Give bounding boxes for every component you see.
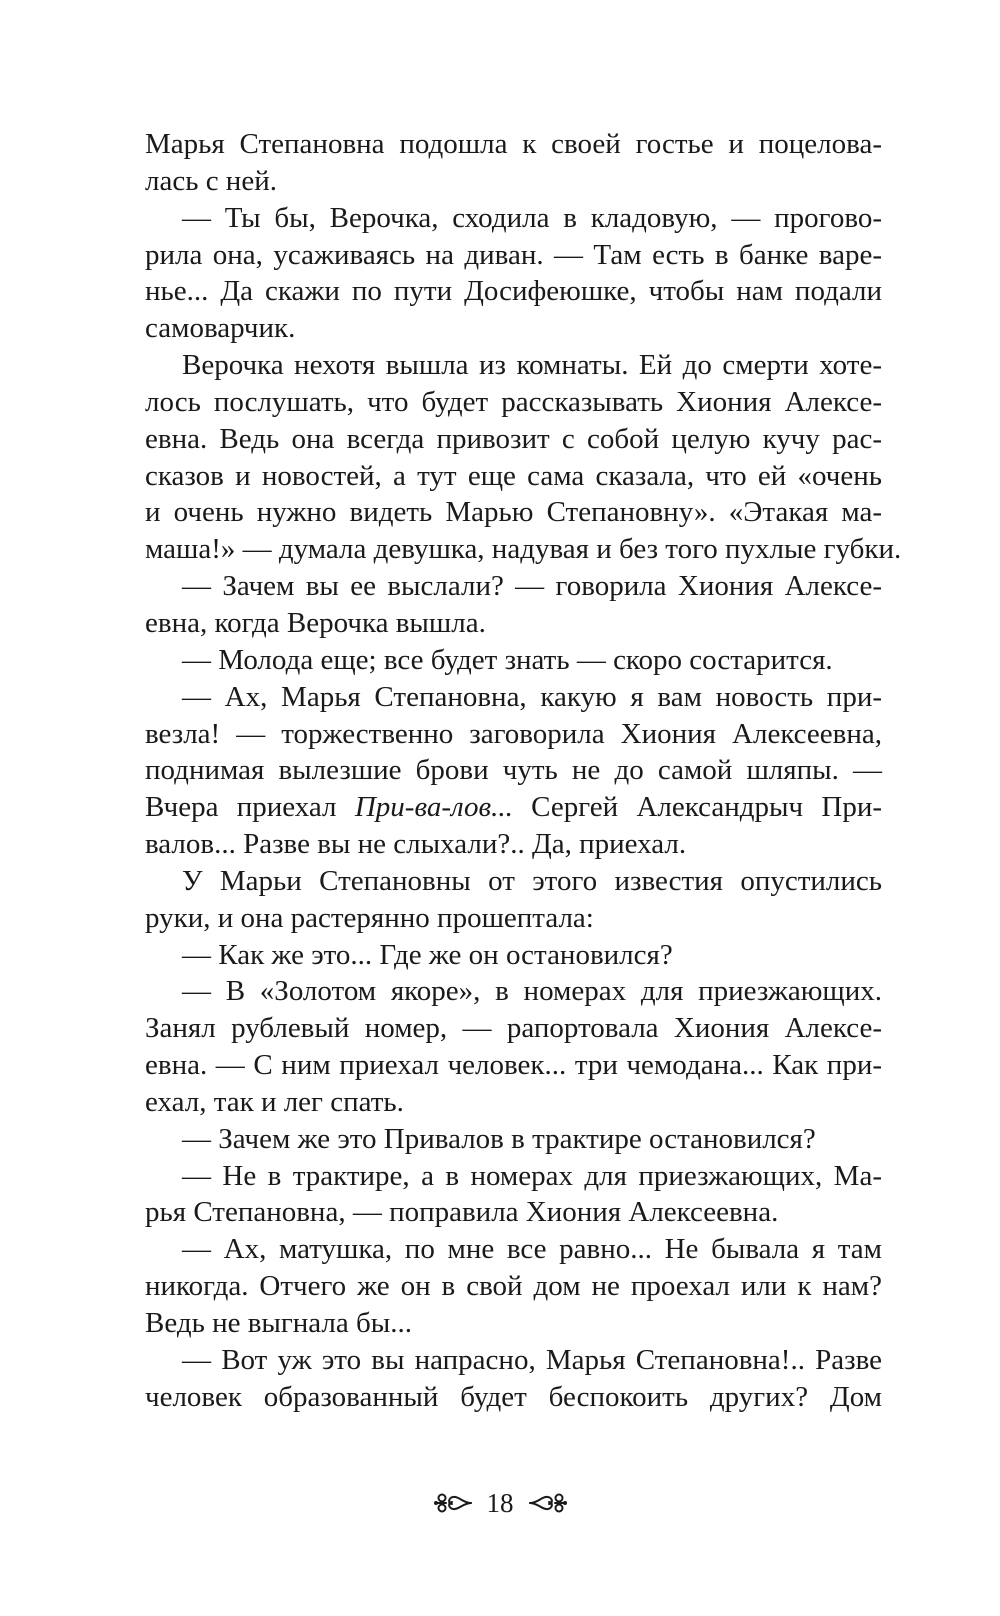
left-ornament-icon [433,1490,473,1516]
text-line: везла! — торжественно заговорила Хиония Алексеевна, [145,717,882,750]
text-run: Вчера приехал [145,791,337,824]
text-line: евна. Ведь она всегда привозит с собой целую кучу рас- [145,422,882,455]
text-line: — Ты бы, Верочка, сходила в кладовую, — прогово- [182,201,882,234]
right-ornament-icon [528,1490,568,1516]
text-line: Марья Степановна подошла к своей гостье и поцелова- [145,128,882,160]
page-number: 18 [486,1488,514,1518]
text-line: евна, когда Верочка вышла. [145,606,486,639]
text-line: Занял рублевый номер, — рапортовала Хиония Алексе- [145,1012,882,1045]
text-line: — Как же это... Где же он остановился? [182,938,673,971]
text-line: ехал, так и лег спать. [145,1085,404,1118]
page-footer [0,1486,1000,1520]
text-line: У Марьи Степановны от этого известия опустились [182,864,882,897]
text-line: Ведь не выгнала бы... [145,1307,413,1339]
text-line: — Ах, матушка, по мне все равно... Не бывала я там [182,1233,882,1266]
text-line: валов... Разве вы не слыхали?.. Да, приехал. [145,828,687,861]
text-line: — Молода еще; все будет знать — скоро состарится. [182,643,833,676]
page-body [145,126,902,1416]
text-line: — Вот уж это вы напрасно, Марья Степановна!.. Разве [182,1343,882,1376]
text-run: Сергей Александрыч При- [531,791,883,824]
text-line: нье... Да скажи по пути Досифеюшке, чтобы нам подали [145,275,882,308]
text-line: самоварчик. [145,312,296,345]
text-line: Верочка нехотя вышла из комнаты. Ей до смерти хоте- [182,349,882,382]
text-line: — Зачем же это Привалов в трактире остановился? [182,1122,816,1155]
text-line: — Зачем вы ее выслали? — говорила Хиония Алексе- [182,570,882,603]
text-line: лось послушать, что будет рассказывать Хиония Алексе- [145,385,882,418]
text-line: евна. — С ним приехал человек... три чемодана... Как при- [145,1049,882,1082]
text-line: — Ах, Марья Степановна, какую я вам новость при- [182,680,882,713]
text-line: — Не в трактире, а в номерах для приезжающих, Ма- [182,1159,882,1192]
text-line: маша!» — думала девушка, надувая и без того пухлые губки. [145,533,902,566]
text-line: лась с ней. [145,164,277,197]
text-line: человек образованный будет беспокоить других? Дом [145,1380,882,1413]
italic-name: При-ва-лов... [354,791,513,824]
text-line: сказов и новостей, а тут еще сама сказала, что ей «очень [145,459,882,492]
text-line: поднимая вылезшие брови чуть не до самой шляпы. — [145,754,882,787]
text-line-mixed [145,789,882,826]
text-line: рья Степановна, — поправила Хиония Алексеевна. [145,1196,779,1229]
text-line: и очень нужно видеть Марью Степановну». «Этакая ма- [145,496,882,529]
text-line: — В «Золотом якоре», в номерах для приезжающих. [182,975,882,1008]
text-line: руки, и она растерянно прошептала: [145,901,594,934]
text-line: никогда. Отчего же он в свой дом не проехал или к нам? [145,1270,882,1303]
text-line: рила она, усаживаясь на диван. — Там есть в банке варе- [145,238,882,271]
